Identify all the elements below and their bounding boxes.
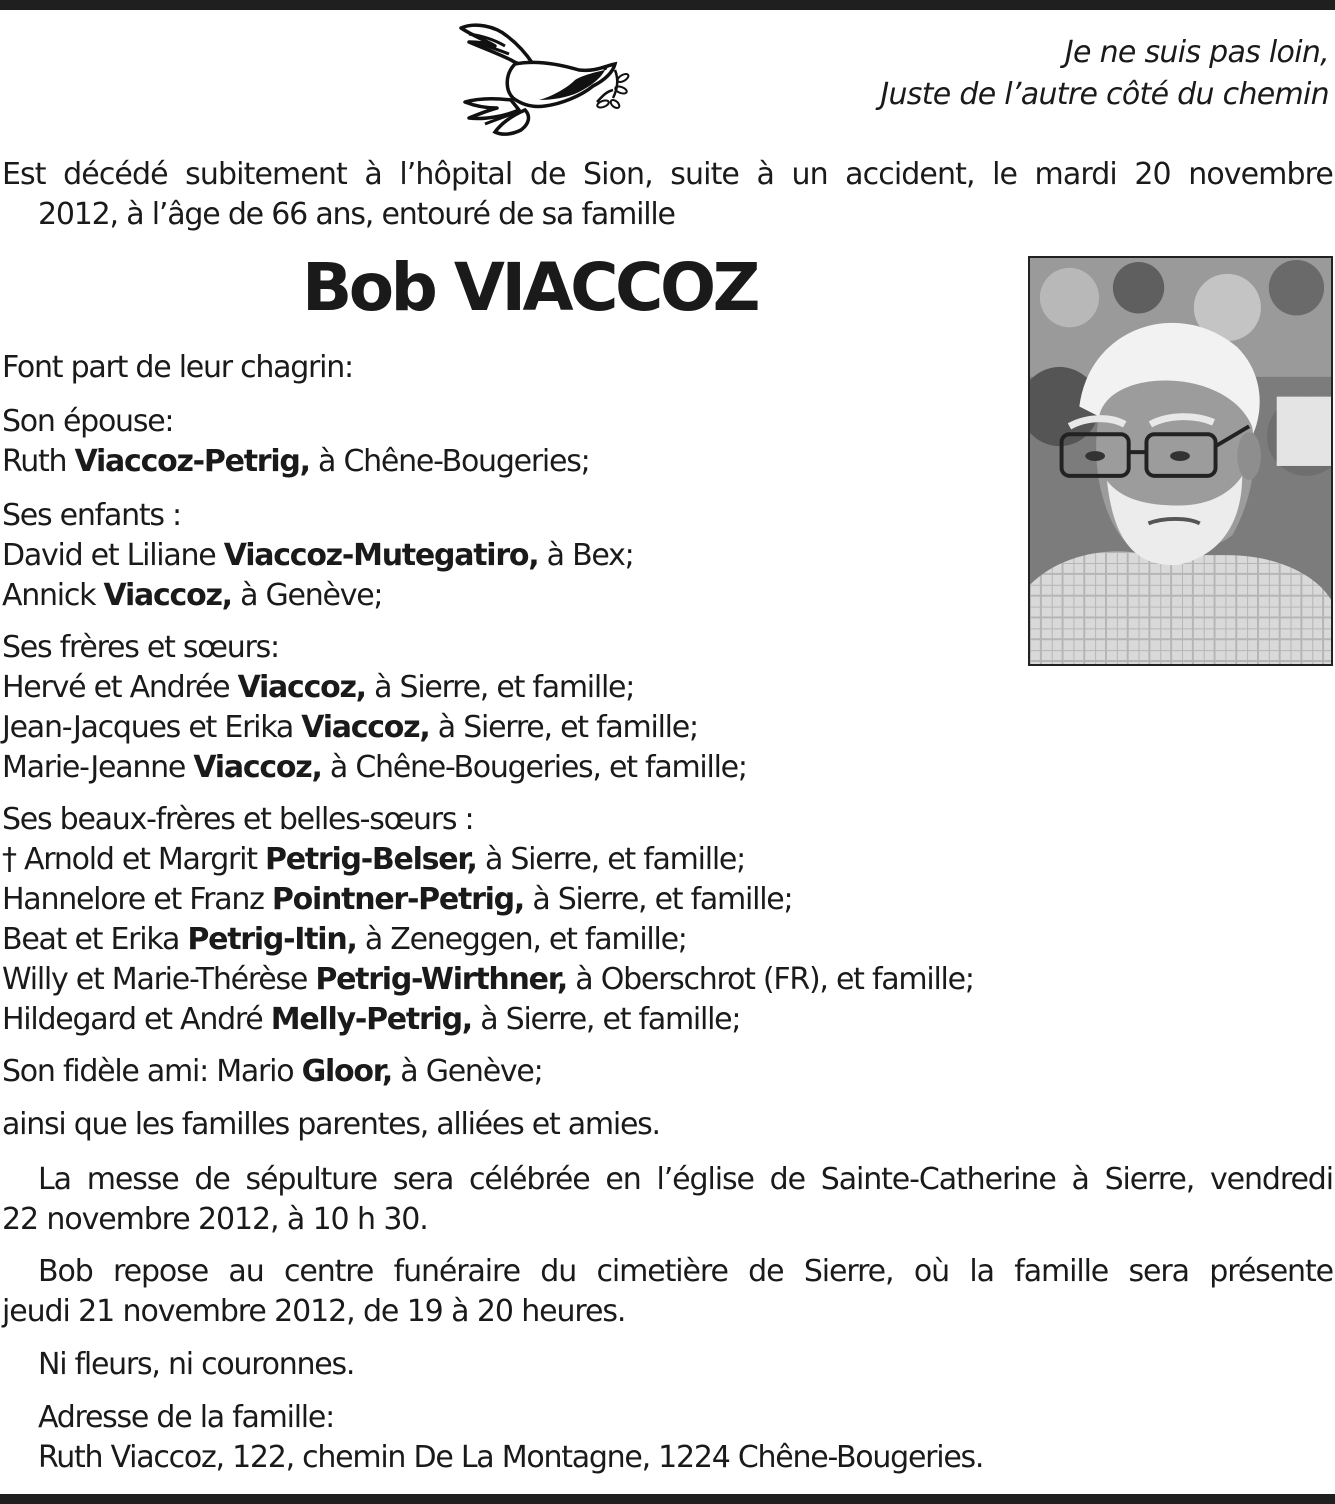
in-law-entry: † Arnold et Margrit Petrig-Belser, à Sierre, et famille;	[2, 842, 745, 877]
in-laws-heading: Ses beaux-frères et belles-sœurs :	[2, 802, 474, 837]
repose-line-1: Bob repose au centre funéraire du cimetière de Sierre, où la famille sera présente	[38, 1254, 1333, 1289]
child-entry: David et Liliane Viaccoz-Mutegatiro, à Bex;	[2, 538, 634, 573]
intro-line-2: 2012, à l’âge de 66 ans, entouré de sa famille	[38, 197, 675, 232]
top-rule	[0, 0, 1335, 10]
in-law-entry: Willy et Marie-Thérèse Petrig-Wirthner, à Oberschrot (FR), et famille;	[2, 962, 974, 997]
sibling-entry: Hervé et Andrée Viaccoz, à Sierre, et famille;	[2, 670, 635, 705]
intro-line-1: Est décédé subitement à l’hôpital de Sion, suite à un accident, le mardi 20 novembre	[2, 157, 1333, 192]
grief-intro: Font part de leur chagrin:	[2, 350, 353, 385]
epigraph	[769, 32, 1329, 116]
children-heading: Ses enfants :	[2, 498, 181, 533]
repose-paragraph	[2, 1252, 1333, 1332]
closing-line: ainsi que les familles parentes, alliées et amies.	[2, 1107, 660, 1142]
deceased-name: Bob VIACCOZ	[302, 249, 757, 326]
siblings-heading: Ses frères et sœurs:	[2, 630, 279, 665]
repose-line-2: jeudi 21 novembre 2012, de 19 à 20 heures.	[2, 1294, 626, 1329]
address-heading: Adresse de la famille:	[38, 1400, 334, 1435]
in-laws-section	[2, 800, 974, 1040]
mass-line-1: La messe de sépulture sera célébrée en l’église de Sainte-Catherine à Sierre, vendredi	[38, 1162, 1333, 1197]
dove-icon	[455, 20, 635, 138]
in-law-entry: Beat et Erika Petrig-Itin, à Zeneggen, et famille;	[2, 922, 687, 957]
spouse-entry: Ruth Viaccoz-Petrig, à Chêne-Bougeries;	[2, 444, 590, 479]
in-law-entry: Hildegard et André Melly-Petrig, à Sierre, et famille;	[2, 1002, 741, 1037]
friend-entry: Son fidèle ami: Mario Gloor, à Genève;	[2, 1054, 543, 1089]
spouse-section	[2, 402, 589, 482]
epigraph-line-2: Juste de l’autre côté du chemin	[880, 77, 1329, 112]
address-line: Ruth Viaccoz, 122, chemin De La Montagne, 1224 Chêne-Bougeries.	[38, 1440, 984, 1475]
siblings-section	[2, 628, 747, 788]
mass-line-2: 22 novembre 2012, à 10 h 30.	[2, 1202, 428, 1237]
spouse-heading: Son épouse:	[2, 404, 174, 439]
sibling-entry: Marie-Jeanne Viaccoz, à Chêne-Bougeries, et famille;	[2, 750, 747, 785]
sibling-entry: Jean-Jacques et Erika Viaccoz, à Sierre, et famille;	[2, 710, 698, 745]
child-entry: Annick Viaccoz, à Genève;	[2, 578, 383, 613]
epigraph-line-1: Je ne suis pas loin,	[1064, 35, 1329, 70]
address-section	[38, 1398, 983, 1478]
bottom-rule	[0, 1494, 1335, 1504]
no-flowers: Ni fleurs, ni couronnes.	[38, 1347, 355, 1382]
in-law-entry: Hannelore et Franz Pointner-Petrig, à Sierre, et famille;	[2, 882, 793, 917]
mass-paragraph	[2, 1160, 1333, 1240]
children-section	[2, 496, 633, 616]
portrait-photo	[1028, 256, 1333, 666]
